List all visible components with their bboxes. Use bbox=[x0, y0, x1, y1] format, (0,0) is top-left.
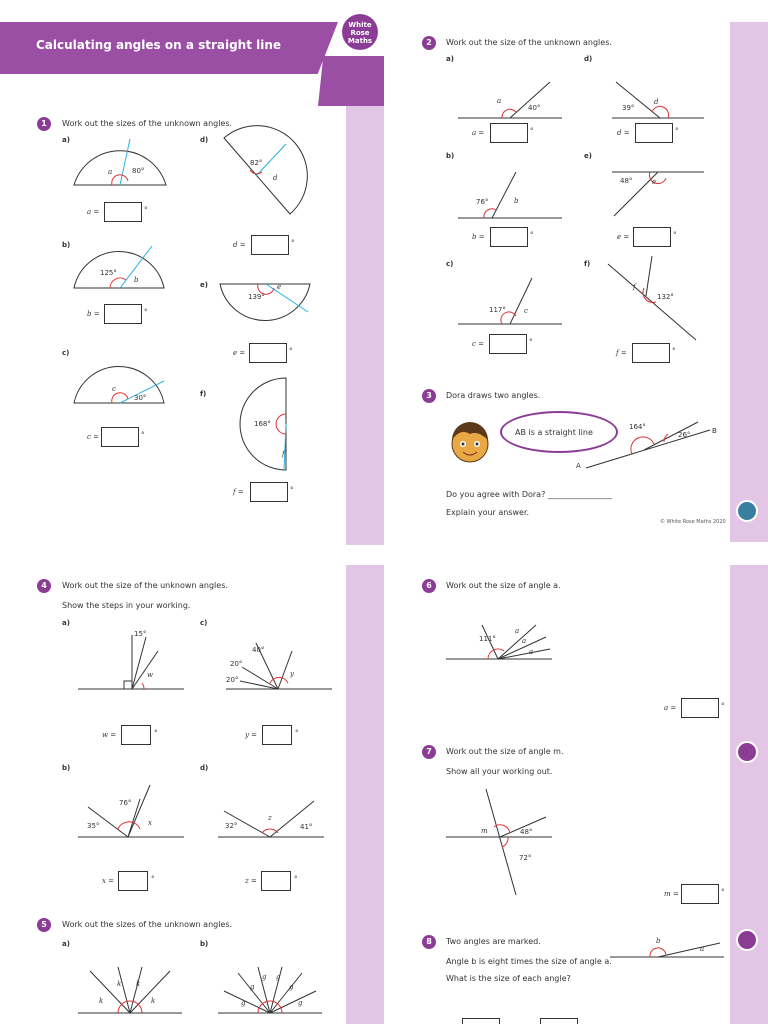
part-label-a: a) bbox=[62, 940, 70, 948]
agree-question: Do you agree with Dora? ________________ bbox=[446, 490, 612, 499]
part-label-a: a) bbox=[62, 136, 70, 144]
angle-32: 32° bbox=[225, 822, 238, 830]
part-label-f: f) bbox=[200, 390, 207, 398]
answer-box-1e[interactable] bbox=[249, 343, 287, 363]
answer-label-z: z = bbox=[245, 877, 257, 885]
angle-label-f: f bbox=[282, 450, 285, 458]
angle-35: 35° bbox=[87, 822, 100, 830]
angle-label-b: b bbox=[514, 197, 519, 205]
part-label-d: d) bbox=[200, 136, 209, 144]
answer-box-1b[interactable] bbox=[104, 304, 142, 324]
answer-box-6[interactable] bbox=[681, 698, 719, 718]
line-diagram-6 bbox=[446, 621, 556, 661]
side-stripe bbox=[730, 565, 768, 1024]
answer-box-4a[interactable] bbox=[121, 725, 151, 745]
angle-label-d: d bbox=[654, 98, 659, 106]
given-angle-b: 76° bbox=[476, 198, 489, 206]
question-8-line2: Angle b is eight times the size of angle a. bbox=[446, 957, 612, 966]
angle-label-a1: a bbox=[515, 627, 520, 635]
given-angle-c: 30° bbox=[134, 394, 147, 402]
angle-label-d: d bbox=[273, 174, 278, 182]
answer-label-a: a = bbox=[87, 208, 100, 216]
question-3-text: Dora draws two angles. bbox=[446, 391, 541, 400]
worksheet-page-1 bbox=[0, 0, 384, 545]
side-stripe-top bbox=[318, 56, 384, 106]
angle-label-e: e bbox=[277, 283, 282, 291]
answer-box-2d[interactable] bbox=[635, 123, 673, 143]
answer-box-1c[interactable] bbox=[101, 427, 139, 447]
line-diagram-7 bbox=[446, 787, 556, 897]
given-angle-a: 40° bbox=[528, 104, 541, 112]
angle-15: 15° bbox=[134, 630, 147, 638]
angle-72: 72° bbox=[519, 854, 532, 862]
angle-label-f: f bbox=[633, 283, 636, 291]
answer-box-4c[interactable] bbox=[262, 725, 292, 745]
thinking-cloud-icon bbox=[736, 929, 758, 951]
question-number-1: 1 bbox=[37, 117, 51, 131]
answer-box-2f[interactable] bbox=[632, 343, 670, 363]
side-stripe bbox=[346, 105, 384, 545]
given-angle-c: 117° bbox=[489, 306, 506, 314]
angle-label-c: c bbox=[112, 385, 116, 393]
angle-111: 111° bbox=[479, 635, 496, 643]
part-label-b: b) bbox=[62, 764, 71, 772]
angle-label-a3: a bbox=[529, 648, 534, 656]
question-6-text: Work out the size of angle a. bbox=[446, 581, 561, 590]
answer-label-y: y = bbox=[245, 731, 258, 739]
given-angle-e: 48° bbox=[620, 177, 633, 185]
given-angle-f: 168° bbox=[254, 420, 271, 428]
answer-box-1f[interactable] bbox=[250, 482, 288, 502]
part-label-d: d) bbox=[200, 764, 209, 772]
given-angle-d: 82° bbox=[250, 159, 263, 167]
line-diagram-5b bbox=[218, 965, 328, 1020]
angle-label-x: x bbox=[148, 819, 152, 827]
line-diagram-8 bbox=[610, 939, 730, 959]
angle-label-e: e bbox=[652, 178, 657, 186]
question-8-text: Two angles are marked. bbox=[446, 937, 541, 946]
answer-box-2b[interactable] bbox=[490, 227, 528, 247]
side-stripe bbox=[346, 565, 384, 1024]
answer-label-x: x = bbox=[102, 877, 115, 885]
line-diagram-2c bbox=[458, 276, 568, 326]
angle-label-m: m bbox=[481, 827, 488, 835]
line-diagram-2a bbox=[458, 80, 568, 120]
angle-label-g1: g bbox=[241, 999, 246, 1007]
angle-label-y: y bbox=[290, 670, 294, 678]
part-label-a: a) bbox=[62, 619, 70, 627]
answer-box-2c[interactable] bbox=[489, 334, 527, 354]
question-8-line3: What is the size of each angle? bbox=[446, 974, 571, 983]
angle-label-z: z bbox=[268, 814, 272, 822]
degree-sign: ° bbox=[721, 702, 725, 710]
degree-sign: ° bbox=[290, 486, 294, 494]
answer-label-c: c = bbox=[87, 433, 100, 441]
degree-sign: ° bbox=[721, 888, 725, 896]
degree-sign: ° bbox=[530, 127, 534, 135]
thinking-cloud-icon bbox=[736, 741, 758, 763]
line-diagram-4b bbox=[78, 779, 188, 839]
check-badge-icon bbox=[736, 500, 758, 522]
angle-label-g5: g bbox=[289, 983, 294, 991]
answer-box-8b[interactable] bbox=[540, 1018, 578, 1024]
angle-label-w: w bbox=[147, 671, 153, 679]
angle-label-b: b bbox=[134, 276, 139, 284]
angle-76: 76° bbox=[119, 799, 132, 807]
degree-sign: ° bbox=[154, 729, 158, 737]
white-rose-maths-logo: White Rose Maths bbox=[342, 14, 378, 50]
answer-box-4d[interactable] bbox=[261, 871, 291, 891]
answer-label-f: f = bbox=[233, 488, 244, 496]
angle-label-g3: g bbox=[262, 973, 267, 981]
given-angle-a: 80° bbox=[132, 167, 145, 175]
part-label-c: c) bbox=[446, 260, 454, 268]
angle-label-k1: k bbox=[99, 997, 104, 1005]
answer-box-1a[interactable] bbox=[104, 202, 142, 222]
line-diagram-4c bbox=[226, 631, 336, 691]
worksheet-page-4 bbox=[384, 565, 768, 1024]
given-angle-e: 139° bbox=[248, 293, 265, 301]
part-label-e: e) bbox=[584, 152, 592, 160]
degree-sign: ° bbox=[289, 347, 293, 355]
part-label-a: a) bbox=[446, 55, 454, 63]
line-diagram-5a bbox=[78, 965, 188, 1020]
answer-box-1d[interactable] bbox=[251, 235, 289, 255]
dora-face-icon bbox=[448, 420, 492, 464]
answer-label-c: c = bbox=[472, 340, 485, 348]
angle-20a: 20° bbox=[230, 660, 243, 668]
answer-label-b: b = bbox=[472, 233, 485, 241]
degree-sign: ° bbox=[144, 206, 148, 214]
angle-label-g6: g bbox=[298, 999, 303, 1007]
point-a: A bbox=[576, 462, 581, 470]
question-number-7: 7 bbox=[422, 745, 436, 759]
angle-48: 48° bbox=[520, 828, 533, 836]
answer-box-2a[interactable] bbox=[490, 123, 528, 143]
answer-box-7[interactable] bbox=[681, 884, 719, 904]
dora-angle-diagram bbox=[584, 420, 714, 470]
angle-164: 164° bbox=[629, 423, 646, 431]
answer-label-w: w = bbox=[102, 731, 117, 739]
part-label-b: b) bbox=[200, 940, 209, 948]
question-number-2: 2 bbox=[422, 36, 436, 50]
angle-label-k2: k bbox=[117, 980, 122, 988]
question-4-subtext: Show the steps in your working. bbox=[62, 601, 191, 610]
part-label-b: b) bbox=[62, 241, 71, 249]
part-label-d: d) bbox=[584, 55, 593, 63]
semicircle-diagram-d bbox=[222, 130, 322, 220]
part-label-e: e) bbox=[200, 281, 208, 289]
answer-box-2e[interactable] bbox=[633, 227, 671, 247]
degree-sign: ° bbox=[141, 431, 145, 439]
worksheet-page-2 bbox=[384, 0, 768, 545]
part-label-b: b) bbox=[446, 152, 455, 160]
answer-label-m: m = bbox=[664, 890, 679, 898]
page-title: Calculating angles on a straight line bbox=[36, 38, 282, 52]
angle-label-b: b bbox=[656, 937, 661, 945]
question-7-text: Work out the size of angle m. bbox=[446, 747, 564, 756]
given-angle-f: 132° bbox=[657, 293, 674, 301]
question-number-8: 8 bbox=[422, 935, 436, 949]
degree-sign: ° bbox=[291, 239, 295, 247]
angle-26: 26° bbox=[678, 431, 691, 439]
semicircle-diagram-c bbox=[72, 355, 172, 405]
question-5-text: Work out the sizes of the unknown angles. bbox=[62, 920, 233, 929]
degree-sign: ° bbox=[673, 231, 677, 239]
semicircle-diagram-e bbox=[218, 282, 318, 332]
line-diagram-4a bbox=[78, 631, 188, 691]
degree-sign: ° bbox=[151, 875, 155, 883]
angle-label-a: a bbox=[108, 168, 113, 176]
degree-sign: ° bbox=[530, 231, 534, 239]
part-label-c: c) bbox=[200, 619, 208, 627]
degree-sign: ° bbox=[529, 338, 533, 346]
answer-label-a: a = bbox=[472, 129, 485, 137]
degree-sign: ° bbox=[144, 308, 148, 316]
speech-text: AB is a straight line bbox=[515, 428, 593, 437]
question-7-subtext: Show all your working out. bbox=[446, 767, 553, 776]
part-label-f: f) bbox=[584, 260, 591, 268]
copyright-footer: © White Rose Maths 2020 bbox=[660, 519, 726, 525]
given-angle-d: 39° bbox=[622, 104, 635, 112]
semicircle-diagram-b bbox=[72, 240, 172, 290]
question-2-text: Work out the size of the unknown angles. bbox=[446, 38, 612, 47]
side-stripe bbox=[730, 22, 768, 542]
angle-20b: 20° bbox=[226, 676, 239, 684]
angle-label-k3: k bbox=[136, 980, 141, 988]
question-number-5: 5 bbox=[37, 918, 51, 932]
worksheet-page-3 bbox=[0, 565, 384, 1024]
angle-label-a: a bbox=[700, 945, 705, 953]
degree-sign: ° bbox=[295, 729, 299, 737]
question-4-text: Work out the size of the unknown angles. bbox=[62, 581, 228, 590]
degree-sign: ° bbox=[675, 127, 679, 135]
question-number-3: 3 bbox=[422, 389, 436, 403]
angle-label-a: a bbox=[497, 97, 502, 105]
answer-box-4b[interactable] bbox=[118, 871, 148, 891]
given-angle-b: 125° bbox=[100, 269, 117, 277]
degree-sign: ° bbox=[672, 347, 676, 355]
answer-label-f: f = bbox=[616, 349, 627, 357]
question-number-6: 6 bbox=[422, 579, 436, 593]
angle-label-g2: g bbox=[250, 983, 255, 991]
angle-label-k4: k bbox=[151, 997, 156, 1005]
line-diagram-2d bbox=[612, 80, 722, 120]
question-number-4: 4 bbox=[37, 579, 51, 593]
angle-40: 40° bbox=[252, 646, 265, 654]
answer-label-a: a = bbox=[664, 704, 677, 712]
angle-label-a2: a bbox=[522, 637, 527, 645]
degree-sign: ° bbox=[294, 875, 298, 883]
point-b: B bbox=[712, 427, 717, 435]
explain-prompt: Explain your answer. bbox=[446, 508, 530, 517]
answer-box-8a[interactable] bbox=[462, 1018, 500, 1024]
angle-label-g4: g bbox=[276, 973, 281, 981]
semicircle-diagram-a bbox=[72, 135, 172, 185]
question-1-text: Work out the sizes of the unknown angles. bbox=[62, 119, 233, 128]
answer-label-b: b = bbox=[87, 310, 100, 318]
angle-41: 41° bbox=[300, 823, 313, 831]
line-diagram-2b bbox=[458, 170, 568, 220]
angle-label-c: c bbox=[524, 307, 528, 315]
answer-label-e: e = bbox=[233, 349, 246, 357]
answer-label-d: d = bbox=[233, 241, 246, 249]
answer-label-e: e = bbox=[617, 233, 630, 241]
answer-label-d: d = bbox=[617, 129, 630, 137]
part-label-c: c) bbox=[62, 349, 70, 357]
